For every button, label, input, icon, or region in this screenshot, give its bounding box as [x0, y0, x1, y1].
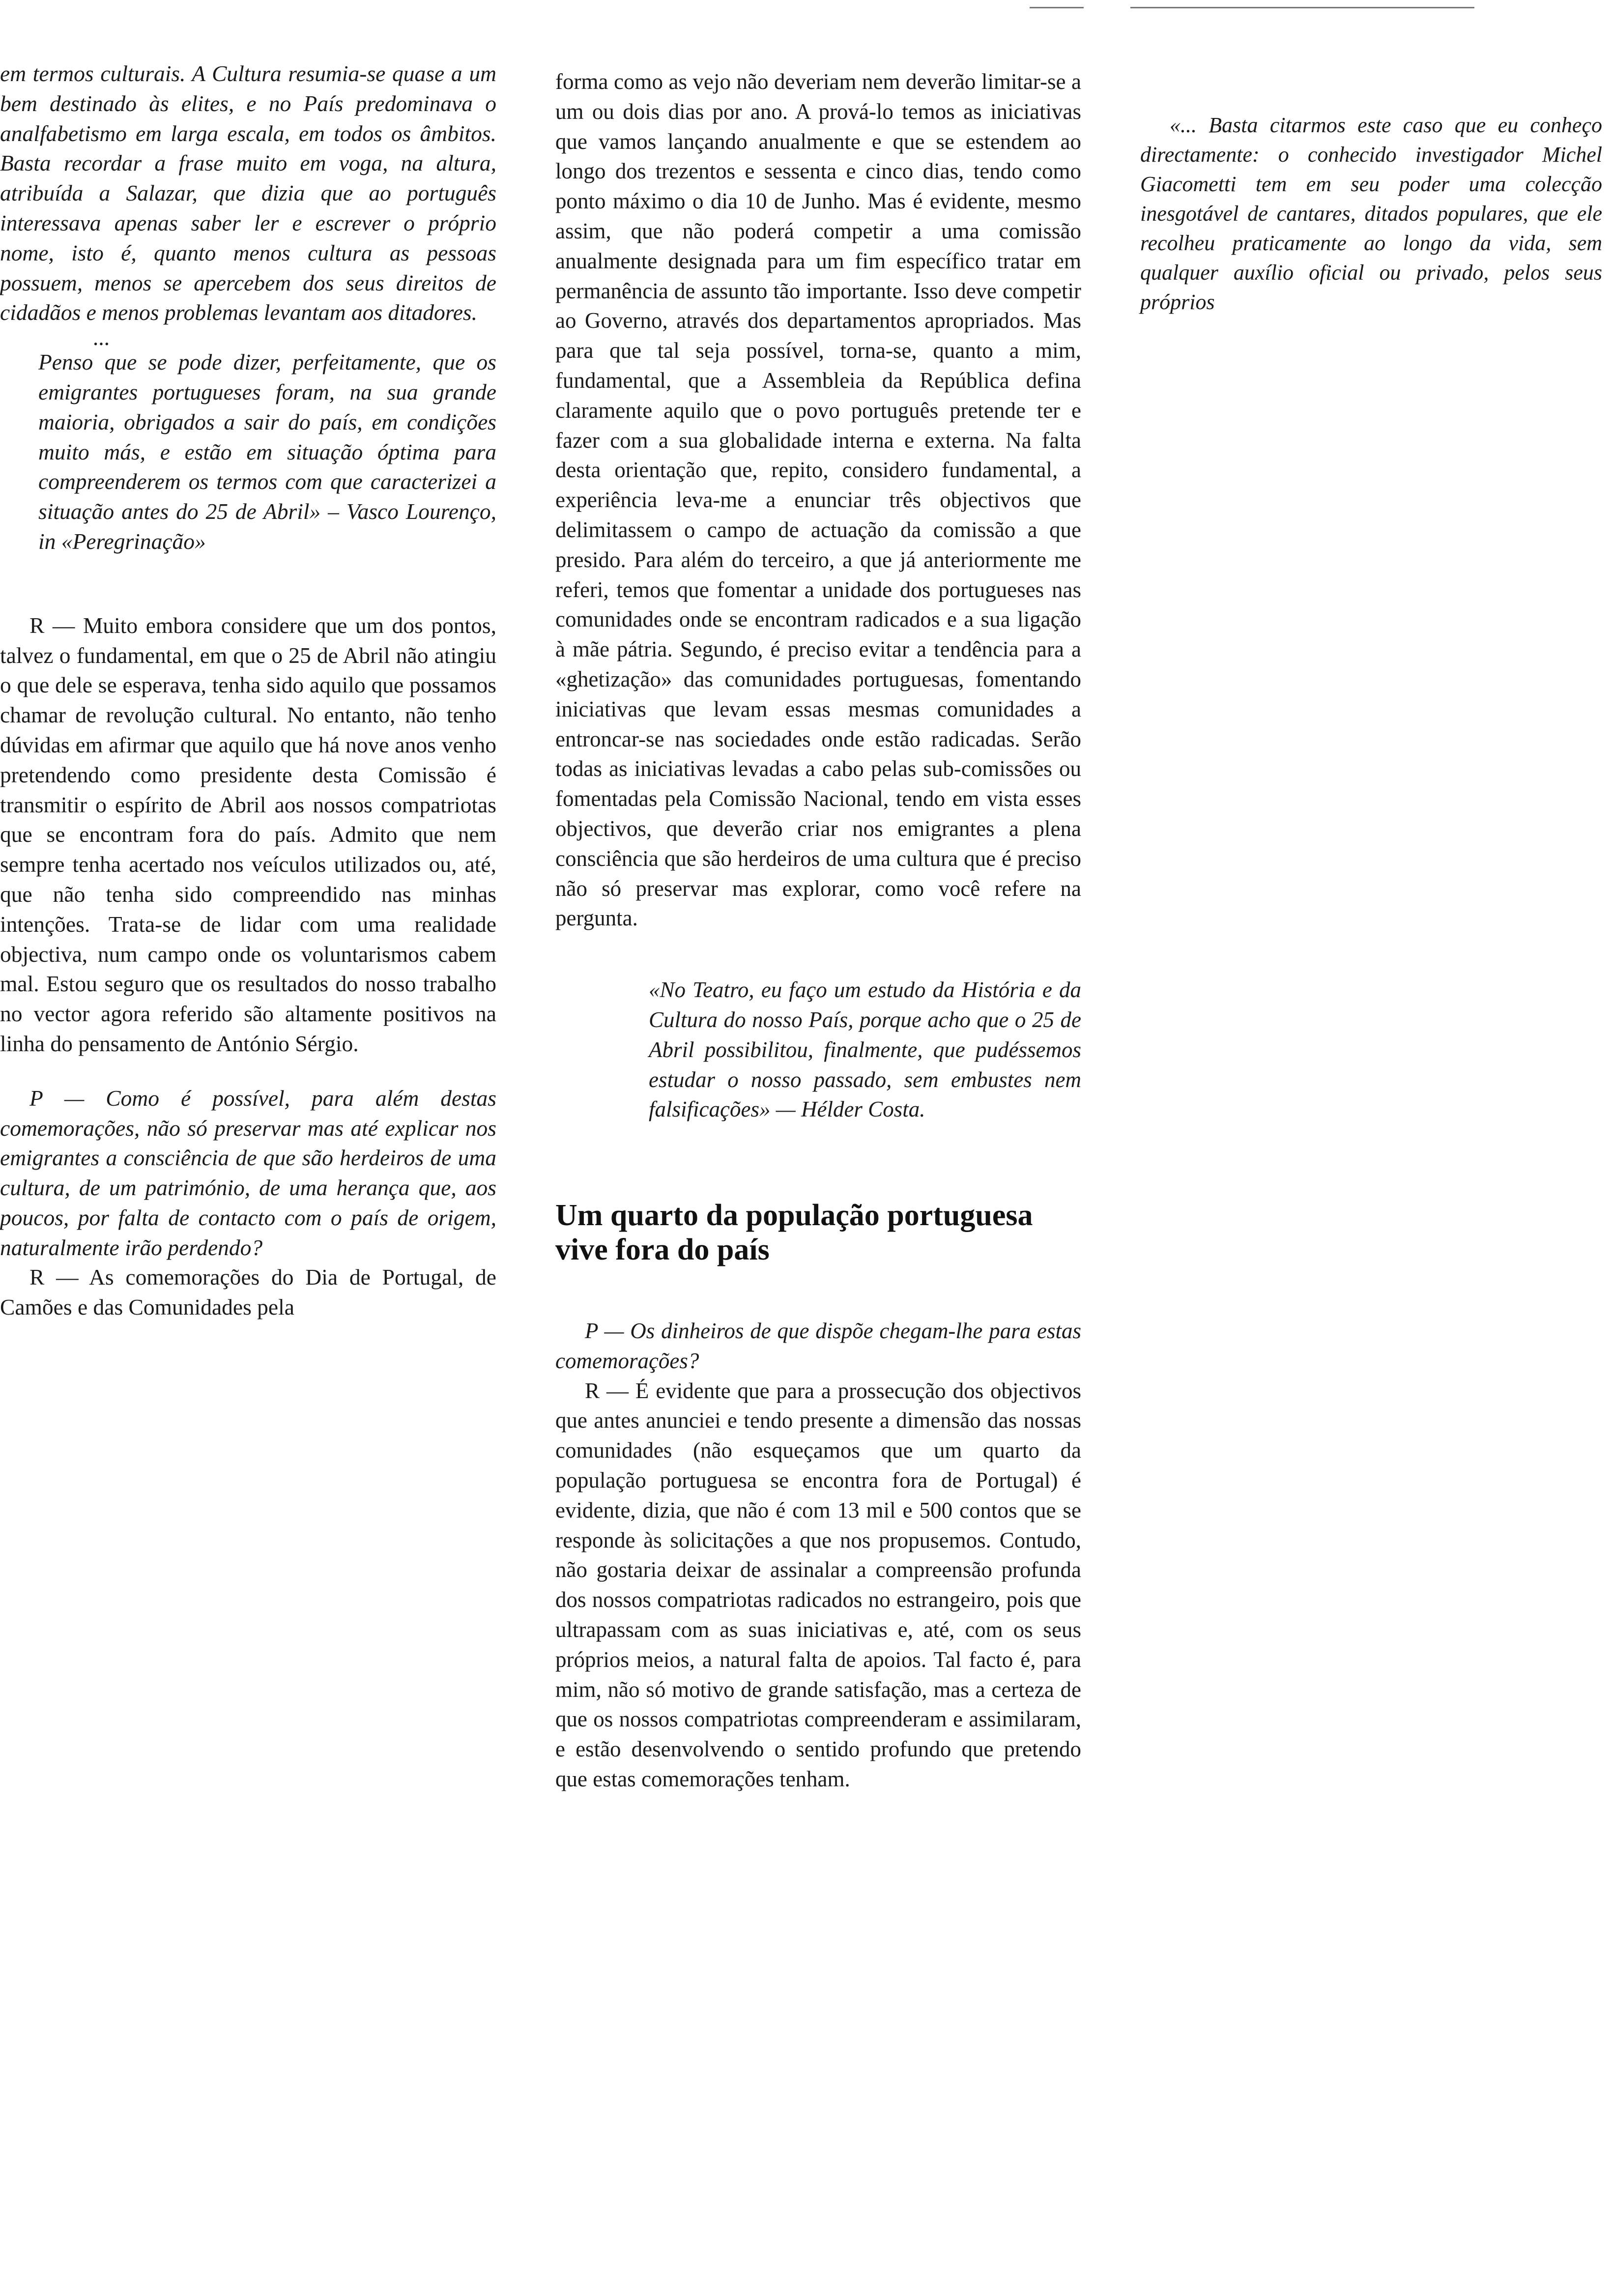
answer-paragraph-start: R — As comemorações do Dia de Portugal, de Camões e das Comunidades pela [0, 1264, 496, 1320]
column-right [1140, 111, 1602, 317]
ellipsis: ... [93, 325, 111, 350]
column-left [0, 59, 496, 1322]
top-rule-center [1030, 7, 1084, 8]
answer-paragraph: R — Muito embora considere que um dos pontos, talvez o fundamental, em que o 25 de Abril não atingiu o que dele se esperava, tenha sido aquilo que possamos chamar de revolução cultural. No entanto, não tenho dúvidas em afirmar que aquilo que há nove anos venho pretendendo como presidente desta Comissão é transmitir o espírito de Abril aos nossos compatriotas que se encontram fora do país. Admito que nem sempre tenha acertado nos veículos utilizados ou, até, que não tenha sido compreendido nas minhas intenções. Trata-se de lidar com uma realidade objectiva, num campo onde os voluntarismos cabem mal. Estou seguro que os resultados do nosso trabalho no vector agora referido são altamente positivos na linha do pensamento de António Sérgio. [0, 612, 496, 1056]
pull-quote-giacometti: «... Basta citarmos este caso que eu conheço directamente: o conhecido investigador Michel Giacometti tem em seu poder uma colecção inesgotável de cantares, ditados populares, que ele recolheu praticamente ao longo da vida, sem qualquer auxílio oficial ou privado, pelos seus próprios [1140, 113, 1602, 314]
answer-paragraph-2: R — É evidente que para a prossecução dos objectivos que antes anunciei e tendo presente a dimensão das nossas comunidades (não esqueçamos que um quarto da população portuguesa se encontra fora de Portugal) é evidente, dizia, que não é com 13 mil e 500 contos que se responde às solicitações a que nos propusemos. Contudo, não gostaria deixar de assinalar a compreensão profunda dos nossos compatriotas radicados no estrangeiro, pois que ultrapassam com as suas iniciativas e, até, com os seus próprios meios, a natural falta de apoios. Tal facto é, para mim, não só motivo de grande satisfação, mas a certeza de que os nossos compatriotas compreenderam e assimilaram, e estão desenvolvendo o sentido profundo que pretendo que estas comemorações tenham. [555, 1378, 1081, 1792]
column-middle [555, 67, 1081, 1794]
pull-quote-costa: «No Teatro, eu faço um estudo da História e da Cultura do nosso País, porque acho que o 25 de Abril possibilitou, finalmente, que pudéssemos estudar o nosso passado, sem embustes nem falsificações» — Hélder Costa. [649, 977, 1081, 1122]
question-paragraph-2: P — Os dinheiros de que dispõe chegam-lhe para estas comemorações? [555, 1319, 1081, 1373]
top-rule-right [1130, 7, 1474, 8]
section-headline: Um quarto da população portuguesa vive fora do país [555, 1199, 1033, 1267]
continuation-paragraph: forma como as vejo não deveriam nem deverão limitar-se a um ou dois dias por ano. A prová-lo temos as iniciativas que vamos lançando anualmente e que se estendem ao longo dos trezentos e sessenta e cinco dias, tendo como ponto máximo o dia 10 de Junho. Mas é evidente, mesmo assim, que não poderá competir a uma comissão anualmente designada para um fim específico tratar em permanência de assunto tão importante. Isso deve competir ao Governo, através dos departamentos apropriados. Mas para que tal seja possível, torna-se, quanto a mim, fundamental, que a Assembleia da República defina claramente aquilo que o povo português pretende ter e fazer com a sua globalidade interna e externa. Na falta desta orientação que, repito, considero fundamental, a experiência leva-me a enunciar três objectivos que delimitassem o campo de actuação da comissão a que presido. Para além do terceiro, a que já anteriormente me referi, temos que fomentar a unidade dos portugueses nas comunidades onde se encontram radicados e a sua ligação à mãe pátria. Segundo, é preciso evitar a tendência para a «ghetização» das comunidades portuguesas, fomentando iniciativas que levam essas mesmas comunidades a entroncar-se nas sociedades onde estão radicadas. Serão todas as iniciativas levadas a cabo pelas sub-comissões ou fomentadas pela Comissão Nacional, tendo em vista esses objectivos, que deverão criar nos emigrantes a plena consciência que são herdeiros de uma cultura que é preciso não só preservar mas explorar, como você refere na pergunta. [555, 69, 1081, 931]
intro-paragraph: em termos culturais. A Cultura resumia-se quase a um bem destinado às elites, e no País predominava o analfabetismo em larga escala, em todos os âmbitos. Basta recordar a frase muito em voga, na altura, atribuída a Salazar, que dizia que ao português interessava apenas saber ler e escrever o próprio nome, isto é, quanto menos cultura as pessoas possuem, menos se apercebem dos seus direitos de cidadãos e menos problemas levantam aos ditadores. [0, 61, 496, 325]
question-paragraph: P — Como é possível, para além destas comemorações, não só preservar mas até explicar nos emigrantes a consciência de que são herdeiros de uma cultura, de um património, de uma herança que, aos poucos, por falta de contacto com o país de origem, naturalmente irão perdendo? [0, 1085, 496, 1260]
pull-quote-lourenco: Penso que se pode dizer, perfeitamente, que os emigrantes portugueses foram, na sua grande maioria, obrigados a sair do país, em condições muito más, e estão em situação óptima para compreenderem os termos com que caracterizei a situação antes do 25 de Abril» – Vasco Lourenço, in «Peregrinação» [38, 349, 496, 554]
